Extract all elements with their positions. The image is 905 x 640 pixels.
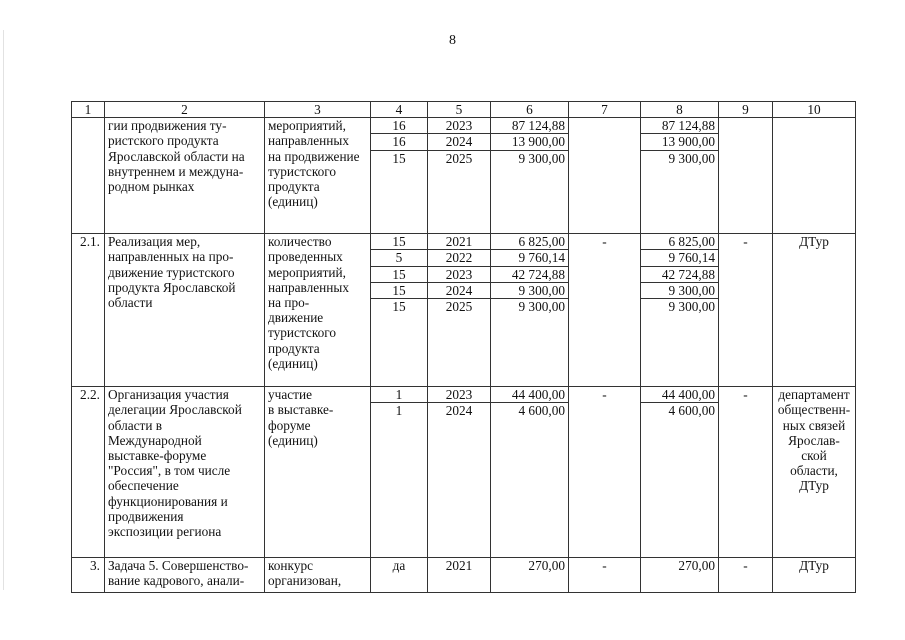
cell-line: ных связей bbox=[782, 417, 846, 433]
cell-line: 13 900,00 bbox=[641, 134, 718, 150]
cell-line: форуме bbox=[268, 417, 311, 433]
cell-line: мероприятий, bbox=[268, 118, 346, 134]
cell-line: продукта Ярославской bbox=[108, 279, 236, 295]
table-row bbox=[72, 558, 856, 593]
table-row bbox=[72, 118, 856, 234]
year-cell bbox=[428, 558, 491, 593]
federal-funds-cell bbox=[569, 118, 641, 234]
cell-line: - bbox=[743, 387, 748, 403]
cell-line: области bbox=[108, 295, 153, 311]
header-cell: 2 bbox=[105, 102, 265, 118]
regional-amount-cell bbox=[641, 387, 719, 558]
cell-line: продукта bbox=[268, 340, 320, 356]
cell-line: департамент bbox=[778, 387, 850, 403]
header-cell: 1 bbox=[72, 102, 105, 118]
cell-line: "Россия", в том числе bbox=[108, 463, 231, 479]
regional-amount-cell bbox=[641, 118, 719, 234]
indicator-cell bbox=[265, 234, 371, 387]
cell-line: 15 bbox=[392, 150, 406, 166]
cell-line: 15 bbox=[392, 298, 406, 314]
executor-cell bbox=[773, 387, 856, 558]
cell-line: 87 124,88 bbox=[491, 118, 568, 134]
total-amount-cell bbox=[491, 387, 569, 558]
cell-line: 4 600,00 bbox=[668, 403, 715, 419]
cell-line: Организация участия bbox=[108, 387, 229, 403]
cell-line: 15 bbox=[371, 234, 427, 250]
cell-line: 42 724,88 bbox=[641, 267, 718, 283]
cell-line: Ярослав- bbox=[788, 432, 840, 448]
cell-line: продвижения bbox=[108, 508, 184, 524]
page-number: 8 bbox=[449, 33, 456, 48]
cell-line: продукта bbox=[268, 179, 320, 195]
cell-line: 270,00 bbox=[528, 558, 565, 574]
indicator-value-cell bbox=[371, 234, 428, 387]
cell-line: 87 124,88 bbox=[641, 118, 718, 134]
cell-line: Ярославской области на bbox=[108, 148, 245, 164]
regional-amount-cell bbox=[641, 558, 719, 593]
cell-line: ской bbox=[801, 448, 827, 464]
cell-line: 16 bbox=[371, 118, 427, 134]
federal-funds-cell bbox=[569, 558, 641, 593]
row-number-cell: 3. bbox=[72, 558, 105, 593]
cell-line: 9 300,00 bbox=[668, 298, 715, 314]
regional-amount-cell bbox=[641, 234, 719, 387]
header-cell: 5 bbox=[428, 102, 491, 118]
cell-line: мероприятий, bbox=[268, 264, 346, 280]
header-cell: 9 bbox=[719, 102, 773, 118]
cell-line: 1 bbox=[395, 403, 403, 419]
cell-line: 9 300,00 bbox=[641, 283, 718, 299]
cell-line: 1 bbox=[371, 387, 427, 403]
cell-line: количество bbox=[268, 234, 332, 250]
cell-line: проведенных bbox=[268, 249, 343, 265]
cell-line: (единиц) bbox=[268, 355, 318, 371]
cell-line: 2022 bbox=[428, 250, 490, 266]
year-cell bbox=[428, 234, 491, 387]
cell-line: 9 760,14 bbox=[491, 250, 568, 266]
indicator-cell bbox=[265, 387, 371, 558]
cell-line: 16 bbox=[371, 134, 427, 150]
cell-line: 2024 bbox=[428, 134, 490, 150]
cell-line: обеспечение bbox=[108, 478, 179, 494]
measure-name-cell bbox=[105, 387, 265, 558]
cell-line: 2024 bbox=[428, 283, 490, 299]
other-funds-cell bbox=[719, 234, 773, 387]
header-cell: 8 bbox=[641, 102, 719, 118]
header-cell: 7 bbox=[569, 102, 641, 118]
header-row bbox=[72, 102, 856, 118]
cell-line: 5 bbox=[371, 250, 427, 266]
cell-line: 13 900,00 bbox=[491, 134, 568, 150]
program-table bbox=[71, 101, 856, 593]
cell-line: - bbox=[602, 558, 607, 574]
cell-line: 2021 bbox=[445, 558, 473, 574]
cell-line: направленных на про- bbox=[108, 249, 234, 265]
cell-line: 2023 bbox=[428, 387, 490, 403]
cell-line: - bbox=[743, 234, 748, 250]
executor-cell bbox=[773, 234, 856, 387]
cell-line: - bbox=[602, 234, 607, 250]
cell-line: 2025 bbox=[445, 298, 473, 314]
cell-line: движение туристского bbox=[108, 264, 235, 280]
cell-line: вание кадрового, анали- bbox=[108, 573, 245, 589]
cell-line: делегации Ярославской bbox=[108, 402, 242, 418]
executor-cell bbox=[773, 558, 856, 593]
cell-line: 44 400,00 bbox=[491, 387, 568, 403]
cell-line: 2024 bbox=[445, 403, 473, 419]
cell-line: (единиц) bbox=[268, 432, 318, 448]
cell-line: - bbox=[743, 558, 748, 574]
cell-line: 2023 bbox=[428, 118, 490, 134]
total-amount-cell bbox=[491, 558, 569, 593]
cell-line: да bbox=[392, 558, 406, 574]
cell-line: гии продвижения ту- bbox=[108, 118, 227, 134]
row-number-cell: 2.1. bbox=[72, 234, 105, 387]
cell-line: туристского bbox=[268, 163, 337, 179]
cell-line: области, bbox=[790, 463, 838, 479]
other-funds-cell bbox=[719, 558, 773, 593]
cell-line: в выставке- bbox=[268, 402, 334, 418]
measure-name-cell bbox=[105, 118, 265, 234]
cell-line: туристского bbox=[268, 325, 337, 341]
indicator-cell bbox=[265, 558, 371, 593]
cell-line: 2023 bbox=[428, 267, 490, 283]
cell-line: общественн- bbox=[777, 402, 851, 418]
cell-line: 2025 bbox=[445, 150, 473, 166]
cell-line: 6 825,00 bbox=[641, 234, 718, 250]
cell-line: (единиц) bbox=[268, 194, 318, 210]
page-edge-line bbox=[3, 30, 4, 590]
table-row bbox=[72, 234, 856, 387]
total-amount-cell bbox=[491, 234, 569, 387]
cell-line: направленных bbox=[268, 279, 349, 295]
row-number-cell: 2.2. bbox=[72, 387, 105, 558]
cell-line: движение bbox=[268, 310, 324, 326]
cell-line: ДТур bbox=[799, 558, 829, 574]
row-number-cell bbox=[72, 118, 105, 234]
cell-line: на продвижение bbox=[268, 148, 360, 164]
cell-line: выставке-форуме bbox=[108, 448, 207, 464]
header-cell: 10 bbox=[773, 102, 856, 118]
year-cell bbox=[428, 118, 491, 234]
cell-line: конкурс bbox=[268, 558, 314, 574]
cell-line: на про- bbox=[268, 295, 310, 311]
other-funds-cell bbox=[719, 387, 773, 558]
other-funds-cell bbox=[719, 118, 773, 234]
header-cell: 6 bbox=[491, 102, 569, 118]
cell-line: Международной bbox=[108, 432, 202, 448]
cell-line: функционирования и bbox=[108, 493, 228, 509]
cell-line: ДТур bbox=[799, 234, 829, 250]
cell-line: 9 300,00 bbox=[491, 283, 568, 299]
measure-name-cell bbox=[105, 234, 265, 387]
cell-line: экспозиции региона bbox=[108, 524, 222, 540]
measure-name-cell bbox=[105, 558, 265, 593]
table-row bbox=[72, 387, 856, 558]
cell-line: 42 724,88 bbox=[491, 267, 568, 283]
cell-line: 6 825,00 bbox=[491, 234, 568, 250]
cell-line: 270,00 bbox=[678, 558, 715, 574]
cell-line: 9 300,00 bbox=[518, 150, 565, 166]
cell-line: участие bbox=[268, 387, 312, 403]
indicator-cell bbox=[265, 118, 371, 234]
header-cell: 3 bbox=[265, 102, 371, 118]
cell-line: 9 760,14 bbox=[641, 250, 718, 266]
cell-line: 9 300,00 bbox=[518, 298, 565, 314]
cell-line: 4 600,00 bbox=[518, 403, 565, 419]
header-cell: 4 bbox=[371, 102, 428, 118]
cell-line: ристского продукта bbox=[108, 133, 219, 149]
cell-line: направленных bbox=[268, 133, 349, 149]
cell-line: 2021 bbox=[428, 234, 490, 250]
cell-line: 9 300,00 bbox=[668, 150, 715, 166]
cell-line: 15 bbox=[371, 267, 427, 283]
indicator-value-cell bbox=[371, 558, 428, 593]
cell-line: области в bbox=[108, 417, 163, 433]
federal-funds-cell bbox=[569, 234, 641, 387]
cell-line: ДТур bbox=[799, 478, 829, 494]
federal-funds-cell bbox=[569, 387, 641, 558]
indicator-value-cell bbox=[371, 387, 428, 558]
cell-line: родном рынках bbox=[108, 179, 195, 195]
indicator-value-cell bbox=[371, 118, 428, 234]
cell-line: Задача 5. Совершенство- bbox=[108, 558, 249, 574]
total-amount-cell bbox=[491, 118, 569, 234]
cell-line: 15 bbox=[371, 283, 427, 299]
cell-line: организован, bbox=[268, 573, 342, 589]
cell-line: 44 400,00 bbox=[641, 387, 718, 403]
cell-line: - bbox=[602, 387, 607, 403]
executor-cell bbox=[773, 118, 856, 234]
year-cell bbox=[428, 387, 491, 558]
cell-line: внутреннем и междуна- bbox=[108, 163, 244, 179]
cell-line: Реализация мер, bbox=[108, 234, 201, 250]
